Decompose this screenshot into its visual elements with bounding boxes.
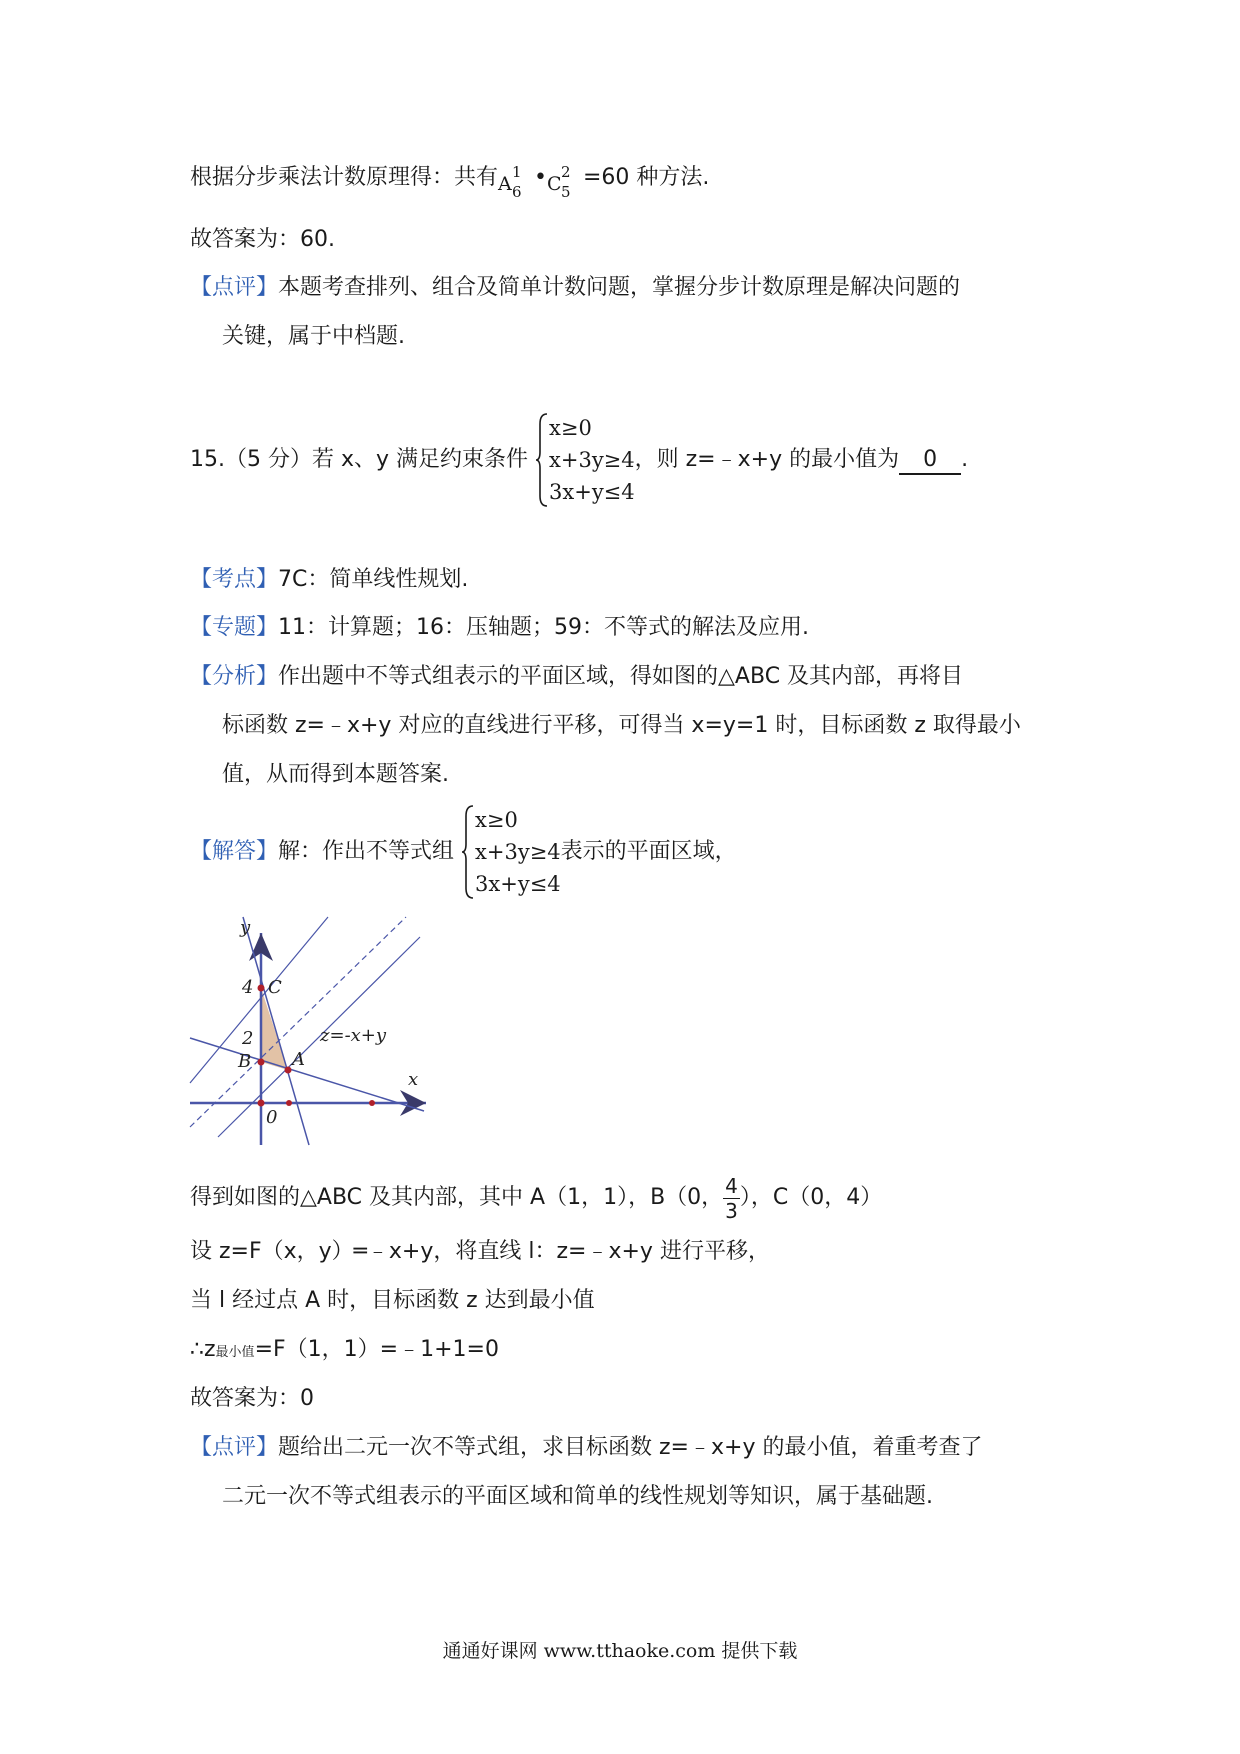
objective-line-label: z=-x+y — [320, 1025, 387, 1046]
point-b — [258, 1059, 265, 1066]
x-point-4 — [369, 1100, 375, 1106]
brace-icon — [461, 804, 475, 900]
points-line: 得到如图的△ABC 及其内部，其中 A（1，1），B（0， $\frac{4}{3}$ ），C（0，4） — [190, 1173, 883, 1223]
constraint-2: x+3y≥4 — [549, 448, 635, 472]
review-tag: 【点评】 — [190, 275, 279, 300]
x-point-1 — [286, 1100, 292, 1106]
review-15-line1: 【点评】题给出二元一次不等式组，求目标函数 z=﹣x+y 的最小值，着重考查了 — [190, 1435, 983, 1460]
answer-line-14: 故答案为：60. — [190, 227, 335, 252]
review-14-line2: 关键，属于中档题. — [222, 324, 405, 349]
page-footer: 通通好课网 www.tthaoke.com 提供下载 — [442, 1640, 798, 1662]
constraint-system — [535, 412, 635, 508]
review-15-line2: 二元一次不等式组表示的平面区域和简单的线性规划等知识，属于基础题. — [222, 1484, 933, 1509]
zhuanti-line: 【专题】11：计算题；16：压轴题；59：不等式的解法及应用. — [190, 615, 809, 640]
tick-2: 2 — [242, 1028, 254, 1049]
answer-blank: 0 — [899, 447, 961, 475]
fenxi-line1: 【分析】作出题中不等式组表示的平面区域，得如图的△ABC 及其内部，再将目 — [190, 664, 964, 689]
review-14-line1: 【点评】本题考查排列、组合及简单计数问题，掌握分步计数原理是解决问题的 — [190, 275, 961, 300]
label-a: A — [292, 1049, 305, 1070]
question-prefix: 15.（5 分）若 x、y 满足约束条件 — [190, 447, 529, 472]
combination-symbol: C 2 5 — [547, 163, 571, 201]
feasible-region-graph — [188, 915, 453, 1155]
label-c: C — [268, 977, 282, 998]
when-line: 当 l 经过点 A 时，目标函数 z 达到最小值 — [190, 1288, 595, 1313]
kaodian-line: 【考点】7C：简单线性规划. — [190, 567, 469, 592]
question-mid: ，则 z=﹣x+y 的最小值为 — [634, 447, 900, 472]
final-answer-line: 故答案为：0 — [190, 1386, 314, 1411]
constraint-1: x≥0 — [549, 416, 592, 440]
tick-4: 4 — [242, 977, 254, 998]
constraint-3: 3x+y≤4 — [549, 480, 635, 504]
question-15: 15.（5 分）若 x、y 满足约束条件 x≥0 x+3y≥4 3x+y≤4 ，则 z=﹣x+y 的最小值为 0 . — [190, 410, 968, 510]
set-line: 设 z=F（x，y）═﹣x+y，将直线 l：z=﹣x+y 进行平移， — [190, 1239, 770, 1264]
fenxi-line3: 值，从而得到本题答案. — [222, 762, 449, 787]
x-axis-label: x — [408, 1069, 419, 1090]
jieda-line: 【解答】解：作出不等式组 x≥0 x+3y≥4 3x+y≤4 表示的平面区域， — [190, 802, 737, 902]
fraction-4-3: $\frac{4}{3}$ — [725, 1173, 738, 1223]
point-a — [285, 1067, 292, 1074]
label-b: B — [238, 1051, 252, 1072]
permutation-symbol: A 1 6 — [498, 163, 522, 201]
counting-result-line — [190, 162, 710, 201]
fenxi-line2: 标函数 z=﹣x+y 对应的直线进行平移，可得当 x=y=1 时，目标函数 z 取得最小 — [222, 713, 1021, 738]
origin-point — [258, 1100, 265, 1107]
counting-suffix: =60 种方法. — [583, 165, 710, 190]
multiply-dot: • — [534, 165, 547, 190]
brace-icon — [535, 412, 549, 508]
therefore-line: ∴z最小值=F（1，1）=﹣1+1=0 — [190, 1337, 499, 1362]
point-c — [258, 985, 265, 992]
constraint-system-2: x≥0 x+3y≥4 3x+y≤4 — [461, 804, 561, 900]
origin-label: 0 — [266, 1107, 278, 1128]
counting-prefix: 根据分步乘法计数原理得：共有 — [190, 165, 499, 190]
y-axis-label: y — [240, 917, 251, 938]
